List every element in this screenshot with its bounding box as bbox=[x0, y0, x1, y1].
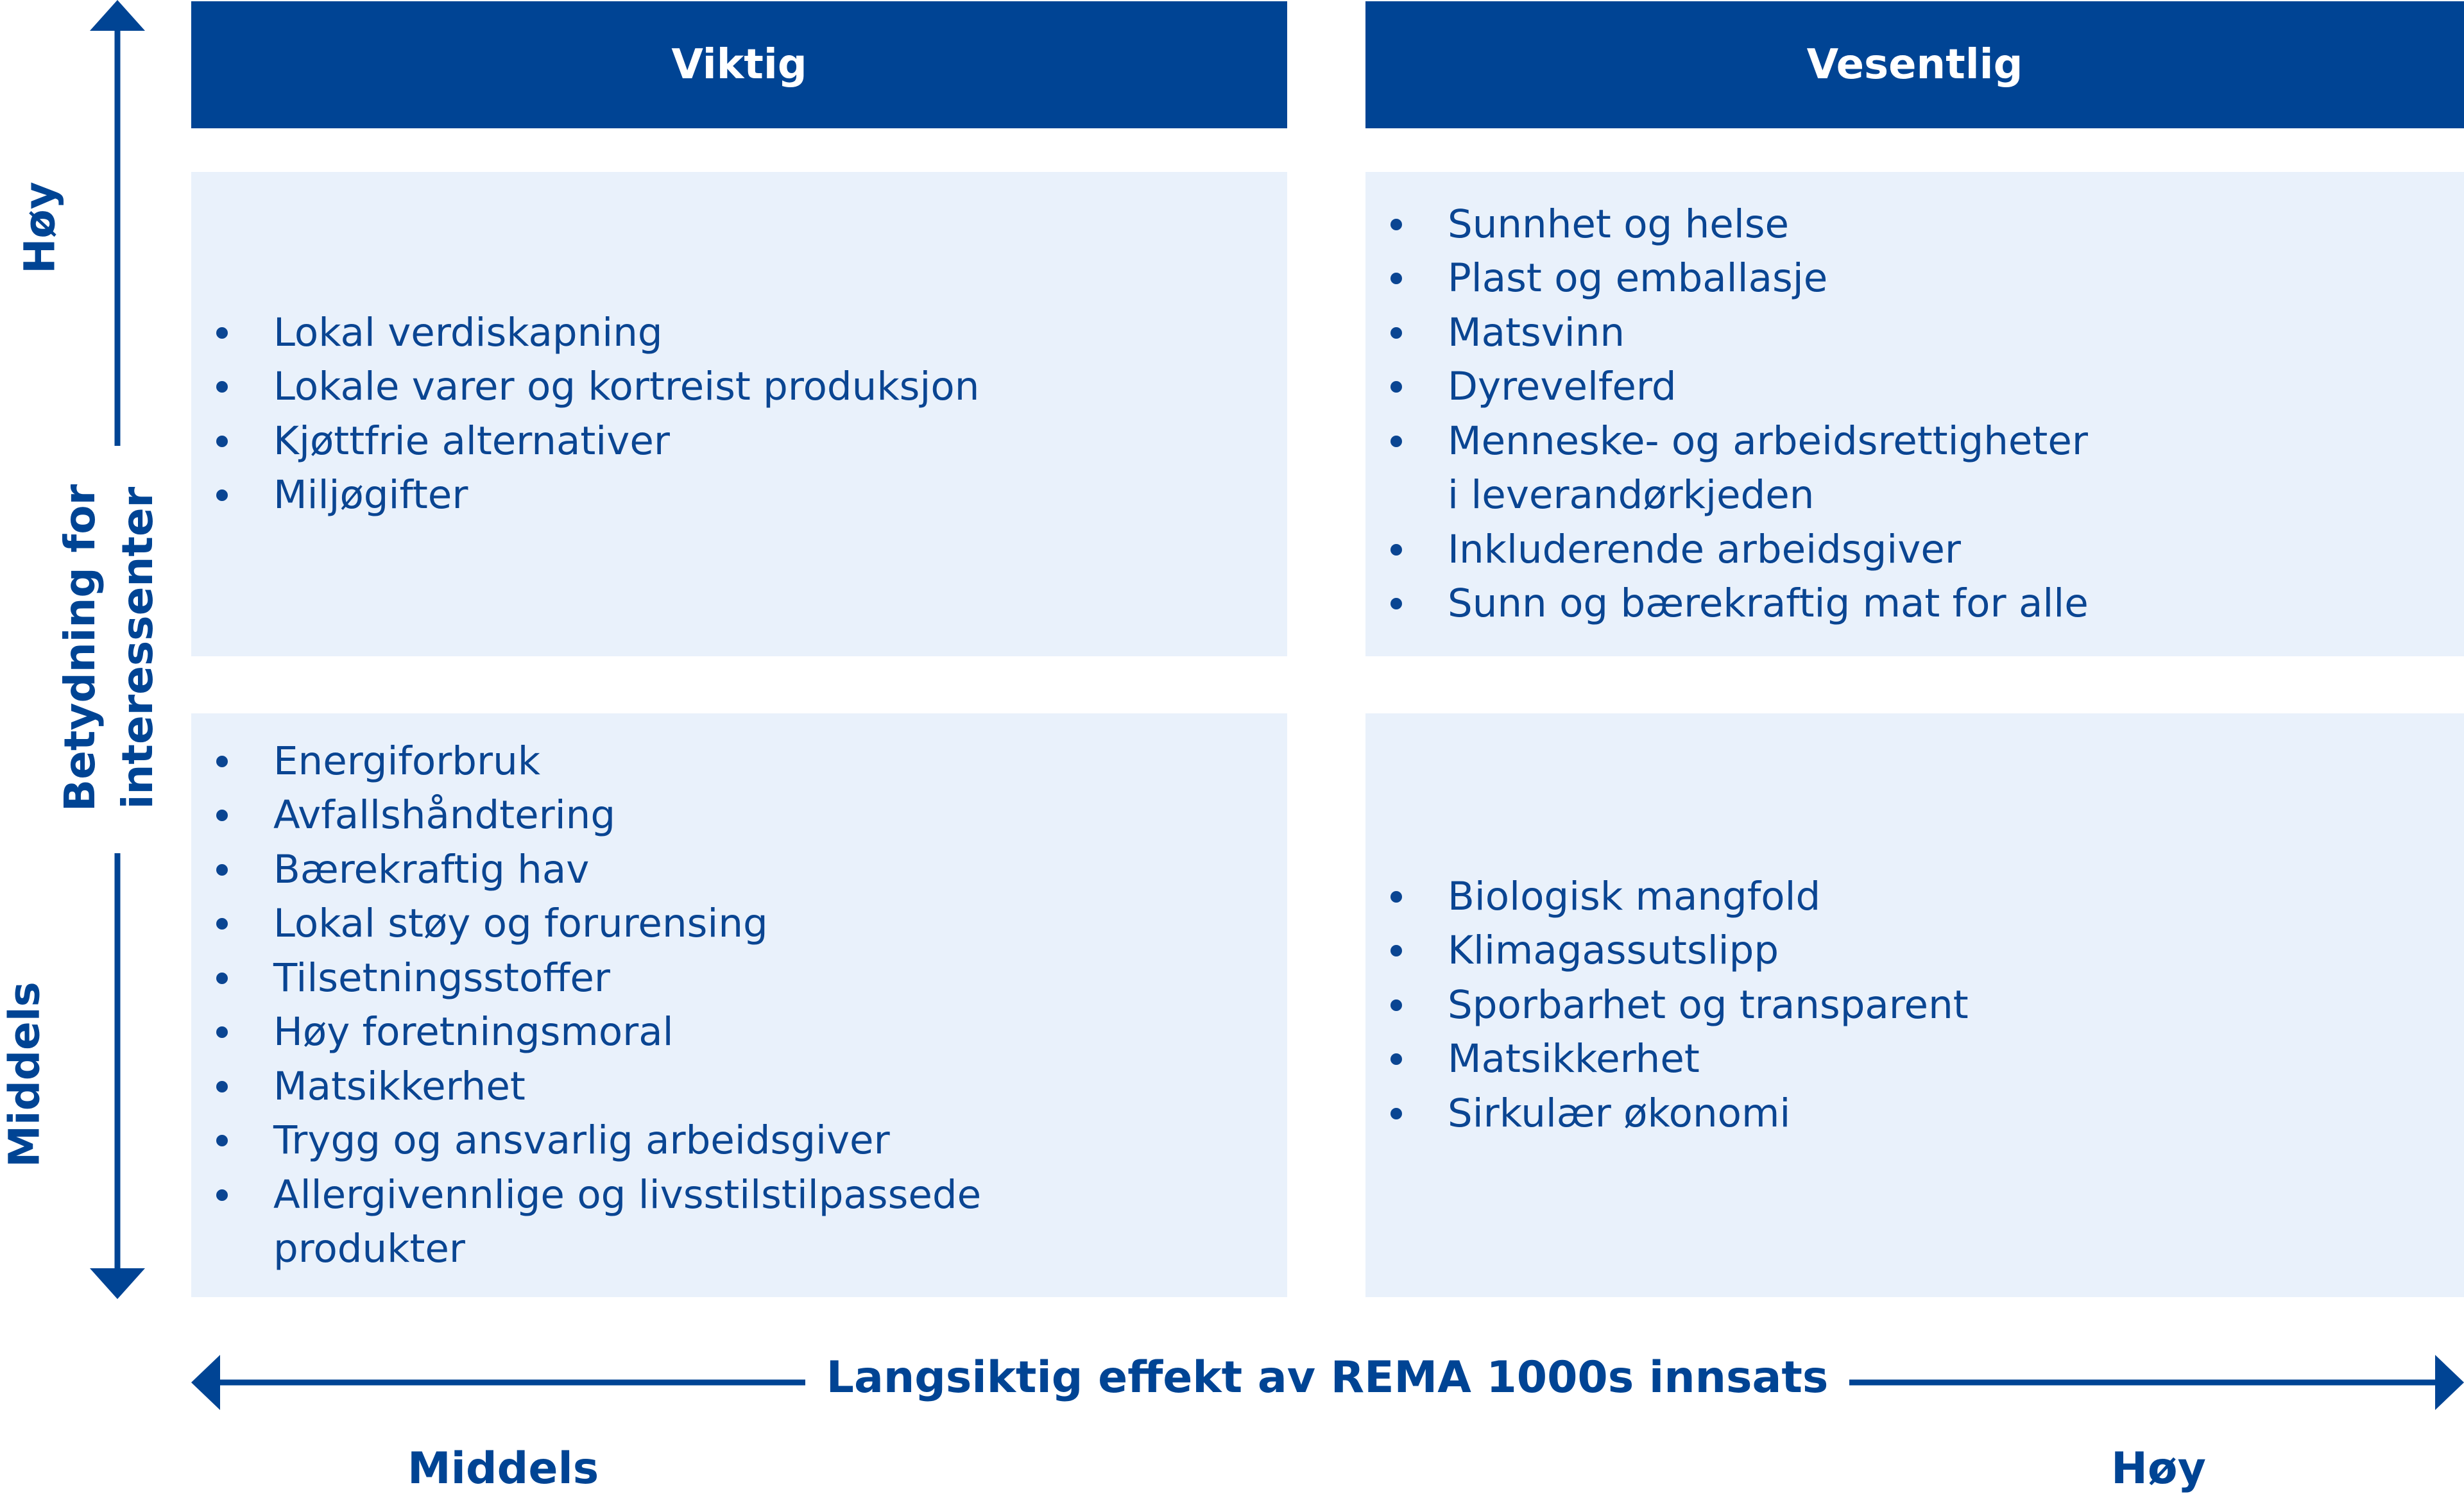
list-item-text: Sunnhet og helse bbox=[1448, 201, 1790, 247]
list-item-text: Lokal støy og forurensing bbox=[273, 901, 768, 946]
y-axis-high-label: Høy bbox=[15, 182, 65, 274]
y-axis-up-arrowhead-icon bbox=[90, 0, 145, 31]
list-item-text: Avfallshåndtering bbox=[273, 792, 616, 838]
x-axis-low-label: Middels bbox=[407, 1443, 599, 1494]
x-axis-right-arrowhead-icon bbox=[2435, 1355, 2464, 1410]
y-axis-mid-label: Middels bbox=[0, 982, 49, 1168]
list-item-text: Matsvinn bbox=[1448, 309, 1625, 355]
list-item-text: Trygg og ansvarlig arbeidsgiver bbox=[273, 1118, 890, 1163]
list-item-text: Inkluderende arbeidsgiver bbox=[1448, 526, 1961, 572]
list-item-text: Bærekraftig hav bbox=[273, 846, 590, 892]
list-item-text: Matsikkerhet bbox=[273, 1063, 526, 1109]
y-axis-title bbox=[51, 484, 167, 812]
list-item-line: i leverandørkjeden bbox=[1448, 472, 1815, 518]
list-item-text: Tilsetningsstoffer bbox=[273, 955, 610, 1001]
list-item-text: Energiforbruk bbox=[273, 738, 541, 784]
list-item-text: Lokale varer og kortreist produksjon bbox=[273, 364, 980, 409]
header-viktig: Viktig bbox=[191, 1, 1287, 128]
list-item-text: Plast og emballasje bbox=[1448, 255, 1828, 301]
list-item-line: produkter bbox=[273, 1226, 466, 1271]
list-item-line: Menneske- og arbeidsrettigheter bbox=[1448, 418, 2088, 464]
list-item-text: Høy foretningsmoral bbox=[273, 1009, 674, 1055]
x-axis-high-label: Høy bbox=[2111, 1443, 2206, 1494]
x-axis-title: Langsiktig effekt av REMA 1000s innsats bbox=[826, 1352, 1829, 1403]
y-axis-title-line2: interessenter bbox=[113, 486, 162, 810]
list-item-line: Allergivennlige og livsstilstilpassede bbox=[273, 1171, 982, 1218]
x-axis-left-arrowhead-icon bbox=[191, 1355, 220, 1410]
list-item-text: Sporbarhet og transparent bbox=[1448, 982, 1969, 1028]
y-axis-title-line1: Betydning for bbox=[55, 484, 105, 812]
list-item-text: Dyrevelferd bbox=[1448, 364, 1677, 409]
list-item-text: Lokal verdiskapning bbox=[273, 309, 663, 355]
y-axis-down-arrowhead-icon bbox=[90, 1268, 145, 1299]
list-item-text: Sunn og bærekraftig mat for alle bbox=[1448, 581, 2089, 626]
list-item-text: Sirkulær økonomi bbox=[1448, 1090, 1791, 1136]
list-item-text: Kjøttfrie alternativer bbox=[273, 418, 670, 464]
list-item-text: Miljøgifter bbox=[273, 472, 468, 518]
header-vesentlig: Vesentlig bbox=[1365, 1, 2464, 128]
list-item-text: Matsikkerhet bbox=[1448, 1036, 1700, 1082]
list-item-text: Klimagassutslipp bbox=[1448, 928, 1779, 974]
list-item-text: Biologisk mangfold bbox=[1448, 873, 1821, 919]
